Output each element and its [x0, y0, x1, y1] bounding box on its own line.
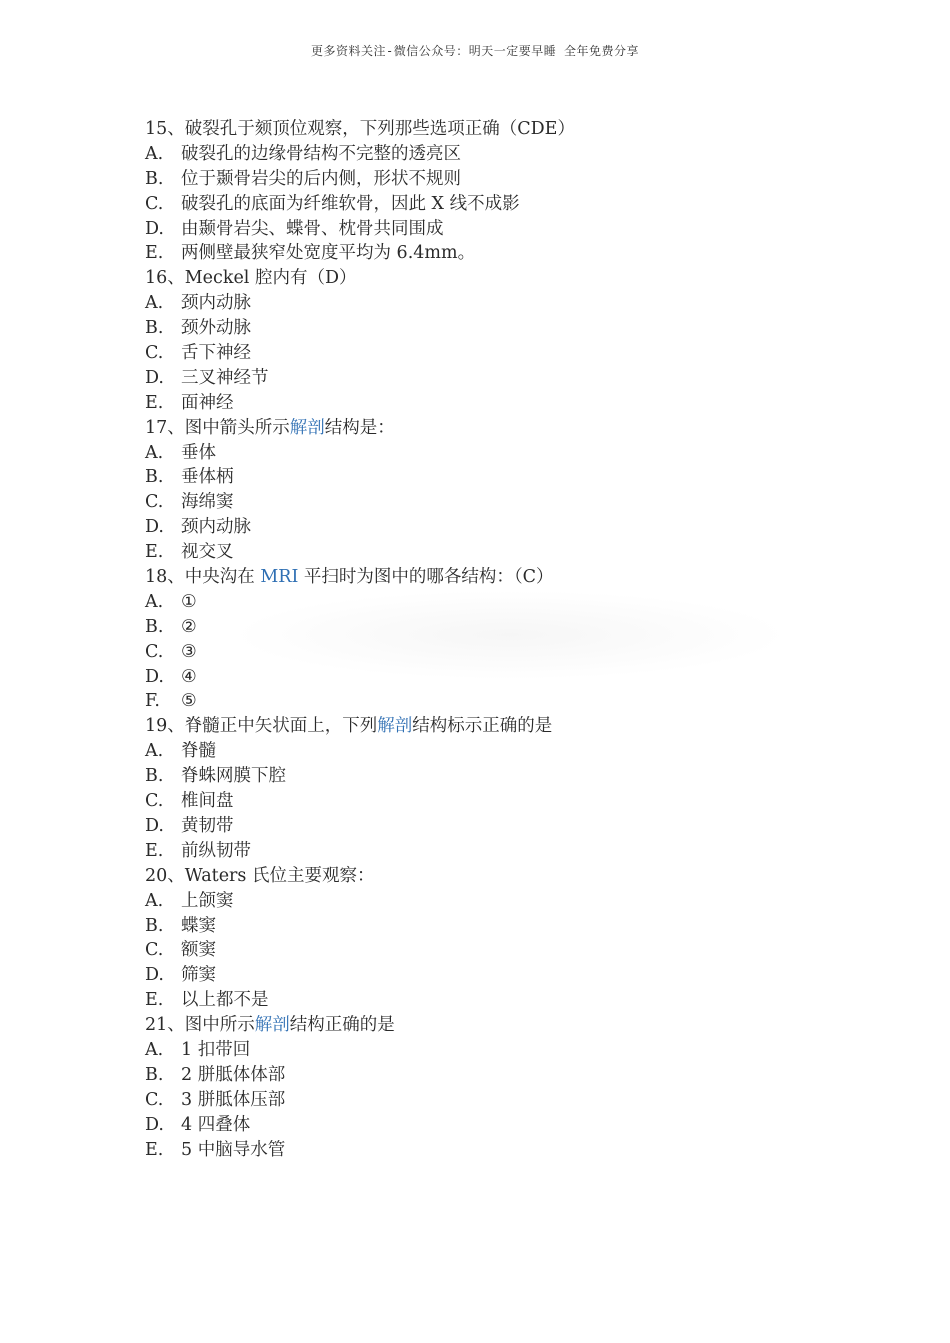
- option-letter: A.: [145, 890, 164, 911]
- answer-option: [145, 441, 825, 466]
- option-letter: B.: [145, 467, 164, 488]
- option-letter: E.: [145, 243, 164, 264]
- answer-option: [145, 889, 825, 914]
- answer-option: [145, 465, 825, 490]
- keyword-link[interactable]: 解剖: [377, 716, 413, 737]
- question-title: [145, 117, 825, 142]
- answer-option: [145, 341, 825, 366]
- question-title-text: 结构是：: [324, 417, 395, 438]
- option-text: 3 胼胝体压部: [181, 1089, 286, 1110]
- keyword-link[interactable]: 解剖: [254, 1015, 290, 1036]
- answer-option: [145, 241, 825, 266]
- option-letter: B.: [145, 1064, 164, 1085]
- option-letter: B.: [145, 318, 164, 339]
- option-letter: A.: [145, 741, 164, 762]
- option-letter: E.: [145, 840, 164, 861]
- option-letter: C.: [145, 492, 164, 513]
- answer-option: [145, 192, 825, 217]
- option-text: 颈内动脉: [181, 293, 251, 314]
- option-letter: D.: [145, 666, 164, 687]
- answer-option: [145, 764, 825, 789]
- option-letter: C.: [145, 193, 164, 214]
- option-letter: A.: [145, 442, 164, 463]
- option-text: ①: [181, 591, 197, 612]
- answer-option: [145, 640, 825, 665]
- option-text: 视交叉: [181, 542, 234, 563]
- option-letter: D.: [145, 517, 164, 538]
- option-letter: A.: [145, 1039, 164, 1060]
- answer-option: [145, 291, 825, 316]
- answer-option: [145, 1138, 825, 1163]
- option-letter: E.: [145, 1139, 164, 1160]
- option-text: 由颞骨岩尖、蝶骨、枕骨共同围成: [181, 218, 444, 239]
- option-text: 位于颞骨岩尖的后内侧，形状不规则: [181, 168, 461, 189]
- option-text: 舌下神经: [181, 343, 251, 364]
- question-title: [145, 266, 825, 291]
- option-text: 面神经: [181, 392, 234, 413]
- option-letter: A.: [145, 591, 164, 612]
- option-letter: B.: [145, 168, 164, 189]
- answer-option: [145, 839, 825, 864]
- option-text: 海绵窦: [181, 492, 234, 513]
- answer-option: [145, 316, 825, 341]
- answer-option: [145, 366, 825, 391]
- option-letter: C.: [145, 1089, 164, 1110]
- option-text: 脊髓: [181, 741, 216, 762]
- option-text: 颈外动脉: [181, 318, 251, 339]
- option-text: 2 胼胝体体部: [181, 1064, 286, 1085]
- option-text: 垂体柄: [181, 467, 234, 488]
- option-text: 破裂孔的底面为纤维软骨，因此 X 线不成影: [181, 193, 520, 214]
- answer-option: [145, 789, 825, 814]
- option-text: 上颌窦: [181, 890, 234, 911]
- keyword-link[interactable]: 解剖: [289, 417, 325, 438]
- option-letter: E.: [145, 542, 164, 563]
- question-title-text: 18、中央沟在: [145, 567, 261, 588]
- answer-option: [145, 615, 825, 640]
- option-text: 1 扣带回: [181, 1039, 251, 1060]
- question-title-text: 结构正确的是: [289, 1015, 395, 1036]
- answer-option: [145, 490, 825, 515]
- option-letter: F.: [145, 691, 160, 712]
- question-title-text: 结构标示正确的是: [412, 716, 553, 737]
- option-letter: D.: [145, 965, 164, 986]
- option-text: 蝶窦: [181, 915, 216, 936]
- option-text: ②: [181, 616, 197, 637]
- answer-option: [145, 391, 825, 416]
- answer-option: [145, 938, 825, 963]
- option-text: 颈内动脉: [181, 517, 251, 538]
- option-letter: C.: [145, 641, 164, 662]
- option-letter: D.: [145, 1114, 164, 1135]
- question-list: [145, 117, 825, 1162]
- answer-option: [145, 814, 825, 839]
- question-title-text: 19、脊髓正中矢状面上，下列: [145, 716, 378, 737]
- option-text: ④: [181, 666, 197, 687]
- question-title: [145, 416, 825, 441]
- option-letter: E.: [145, 990, 164, 1011]
- option-letter: C.: [145, 791, 164, 812]
- answer-option: [145, 739, 825, 764]
- question-title-text: 16、Meckel 腔内有（D）: [145, 268, 357, 289]
- option-letter: B.: [145, 616, 164, 637]
- option-text: 两侧壁最狭窄处宽度平均为 6.4mm。: [181, 243, 476, 264]
- option-letter: A.: [145, 293, 164, 314]
- option-letter: D.: [145, 367, 164, 388]
- option-text: 破裂孔的边缘骨结构不完整的透亮区: [181, 143, 461, 164]
- option-letter: D.: [145, 218, 164, 239]
- option-text: 额窦: [181, 940, 216, 961]
- answer-option: [145, 988, 825, 1013]
- answer-option: [145, 1038, 825, 1063]
- option-letter: B.: [145, 766, 164, 787]
- option-letter: B.: [145, 915, 164, 936]
- option-text: 三叉神经节: [181, 367, 269, 388]
- question-title-text: 20、Waters 氏位主要观察：: [145, 865, 375, 886]
- answer-option: [145, 142, 825, 167]
- answer-option: [145, 217, 825, 242]
- question-title: [145, 1013, 825, 1038]
- question-title-text: 平扫时为图中的哪各结构：（C）: [298, 567, 554, 588]
- answer-option: [145, 914, 825, 939]
- option-text: 前纵韧带: [181, 840, 251, 861]
- option-text: 5 中脑导水管: [181, 1139, 286, 1160]
- answer-option: [145, 1063, 825, 1088]
- option-text: 以上都不是: [181, 990, 269, 1011]
- answer-option: [145, 540, 825, 565]
- answer-option: [145, 167, 825, 192]
- question-title: [145, 565, 825, 590]
- question-title: [145, 714, 825, 739]
- answer-option: [145, 689, 825, 714]
- option-letter: A.: [145, 143, 164, 164]
- question-title: [145, 864, 825, 889]
- option-text: 垂体: [181, 442, 216, 463]
- answer-option: [145, 1088, 825, 1113]
- option-letter: C.: [145, 940, 164, 961]
- option-letter: E.: [145, 392, 164, 413]
- option-text: 筛窦: [181, 965, 216, 986]
- page-header-banner: 更多资料关注-微信公众号：明天一定要早睡 全年免费分享: [311, 44, 639, 58]
- option-text: 椎间盘: [181, 791, 234, 812]
- question-title-text: 17、图中箭头所示: [145, 417, 290, 438]
- answer-option: [145, 515, 825, 540]
- answer-option: [145, 963, 825, 988]
- question-title-text: 15、破裂孔于颏顶位观察，下列那些选项正确（CDE）: [145, 119, 575, 139]
- question-title-text: 21、图中所示: [145, 1015, 255, 1036]
- option-text: 脊蛛网膜下腔: [181, 766, 286, 787]
- option-text: 4 四叠体: [181, 1114, 251, 1135]
- option-letter: C.: [145, 343, 164, 364]
- answer-option: [145, 590, 825, 615]
- keyword-link[interactable]: MRI: [260, 567, 299, 588]
- option-text: ③: [181, 641, 197, 662]
- option-text: ⑤: [181, 691, 197, 712]
- option-text: 黄韧带: [181, 815, 234, 836]
- option-letter: D.: [145, 815, 164, 836]
- answer-option: [145, 1113, 825, 1138]
- answer-option: [145, 665, 825, 690]
